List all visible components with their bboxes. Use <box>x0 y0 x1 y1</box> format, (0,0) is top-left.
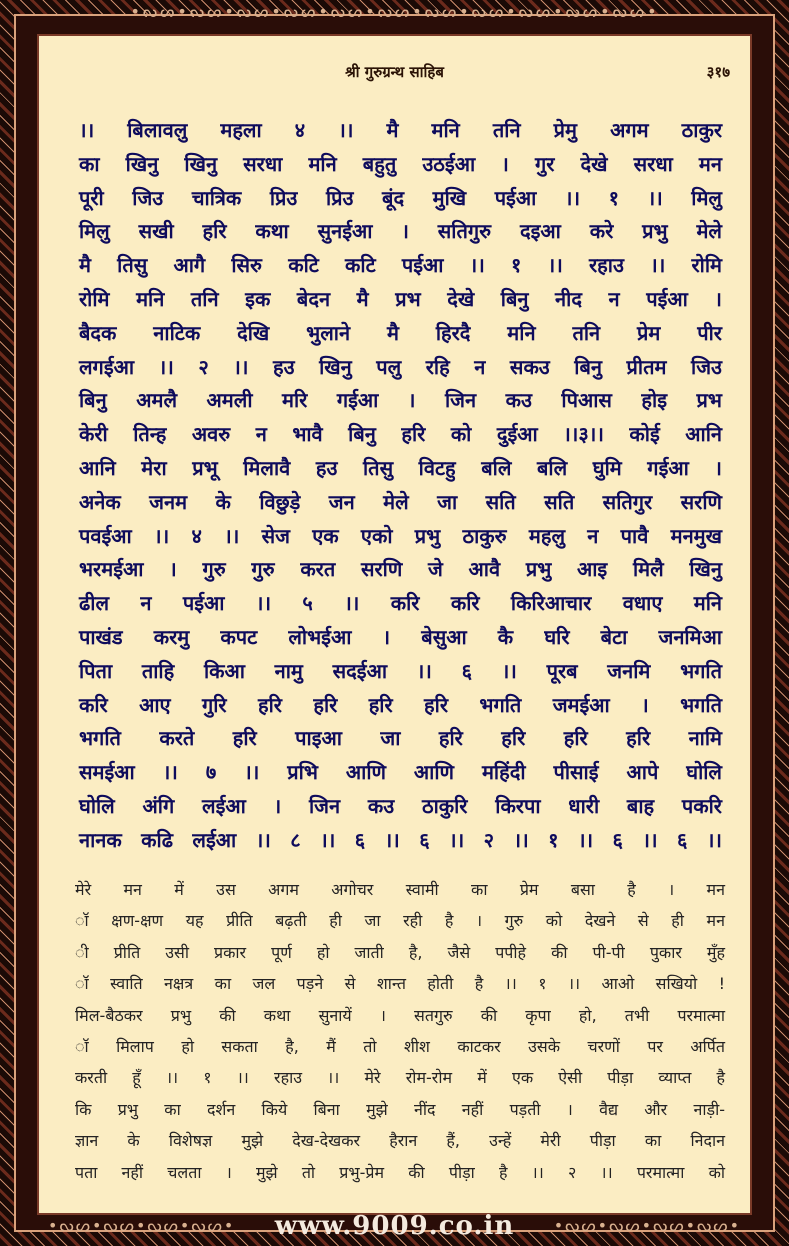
gurbani-line: लगईआ ।। २ ।। हउ खिनु पलु रहि न सकउ बिनु प्रीतम जिउ <box>79 354 722 379</box>
translation-line: मेरे मन में उस अगम अगोचर स्वामी का प्रेम बसा है । मन <box>75 880 725 899</box>
page-header <box>39 62 750 86</box>
scripture-page <box>37 34 752 1215</box>
gurbani-line: पूरी जिउ चात्रिक प्रिउ प्रिउ बूंद मुखि पईआ ।। १ ।। मिलु <box>79 185 722 210</box>
gurbani-line: करि आए गुरि हरि हरि हरि हरि भगति जमईआ । भगति <box>79 692 722 717</box>
page-title: श्री गुरुग्रन्थ साहिब <box>345 63 444 81</box>
gurbani-line: भगति करते हरि पाइआ जा हरि हरि हरि हरि नामि <box>79 726 722 751</box>
gurbani-line: घोलि अंगि लईआ । जिन कउ ठाकुरि किरपा धारी बाह पकरि <box>79 793 722 818</box>
gurbani-line: का खिनु खिनु सरधा मनि बहुतु उठईआ । गुर देखे सरधा मन <box>79 151 722 176</box>
footer-ornament-right: •ᔓᔕ•ᔓᔕ•ᔓᔕ•ᔓᔕ• <box>553 1216 741 1235</box>
page-number: ३१७ <box>706 63 730 81</box>
gurbani-line: पवईआ ।। ४ ।। सेज एक एको प्रभु ठाकुरु महलु न पावै मनमुख <box>79 523 722 548</box>
website-url: www.9009.co.in <box>274 1211 515 1241</box>
gurbani-line: भरमईआ । गुरु गुरु करत सरणि जे आवै प्रभु आइ मिलै खिनु <box>79 557 722 582</box>
hindi-translation-block <box>75 874 725 1188</box>
translation-line: ज्ञान के विशेषज्ञ मुझे देख-देखकर हैरान हैं, उन्हें मेरी पीड़ा का निदान <box>75 1131 725 1151</box>
footer-bar <box>0 1211 789 1246</box>
gurbani-line: अनेक जनम के विछुड़े जन मेले जा सति सति सतिगुर सरणि <box>79 489 722 514</box>
gurbani-line: आनि मेरा प्रभू मिलावै हउ तिसु विटहु बलि बलि घुमि गईआ । <box>79 455 722 480</box>
footer-ornament-left: •ᔓᔕ•ᔓᔕ•ᔓᔕ•ᔓᔕ• <box>48 1216 236 1235</box>
top-border-ornament: •ᔓᔕ•ᔓᔕ•ᔓᔕ•ᔓᔕ•ᔓᔕ•ᔓᔕ•ᔓᔕ•ᔓᔕ•ᔓᔕ•ᔓᔕ•ᔓᔕ• <box>130 2 660 21</box>
gurbani-line: नानक कढि लईआ ।। ८ ।। ६ ।। ६ ।। २ ।। १ ।। ६ ।। ६ ।। <box>79 827 722 852</box>
translation-line: करती हूँ ।। १ ।। रहाउ ।। मेरे रोम-रोम में एक ऐसी पीड़ा व्याप्त है <box>75 1068 725 1088</box>
translation-line: ी प्रीति उसी प्रकार पूर्ण हो जाती है, जैसे पपीहे की पी-पी पुकार मुँह <box>75 942 725 962</box>
gurbani-line: ।। बिलावलु महला ४ ।। मै मनि तनि प्रेमु अगम ठाकुर <box>79 118 722 142</box>
gurbani-line: मै तिसु आगै सिरु कटि कटि पईआ ।। १ ।। रहाउ ।। रोमि <box>79 253 722 278</box>
translation-line: ॉ मिलाप हो सकता है, मैं तो शीश काटकर उसके चरणों पर अर्पित <box>75 1037 725 1057</box>
gurbani-text-block <box>79 114 722 858</box>
translation-line: कि प्रभु का दर्शन किये बिना मुझे नींद नहीं पड़ती । वैद्य और नाड़ी- <box>75 1099 725 1119</box>
translation-line: मिल-बैठकर प्रभु की कथा सुनायें । सतगुरु की कृपा हो, तभी परमात्मा <box>75 1005 725 1025</box>
gurbani-line: बैदक नाटिक देखि भुलाने मै हिरदै मनि तनि प्रेम पीर <box>79 320 722 345</box>
gurbani-line: बिनु अमलै अमली मरि गईआ । जिन कउ पिआस होइ प्रभ <box>79 388 722 413</box>
gurbani-line: पाखंड करमु कपट लोभईआ । बेसुआ कै घरि बेटा जनमिआ <box>79 624 722 649</box>
translation-line: ॉ क्षण-क्षण यह प्रीति बढ़ती ही जा रही है । गुरु को देखने से ही मन <box>75 911 725 931</box>
translation-line: ॉ स्वाति नक्षत्र का जल पड़ने से शान्त होती है ।। १ ।। आओ सखियो ! <box>75 974 725 994</box>
gurbani-line: समईआ ।। ७ ।। प्रभि आणि आणि महिंदी पीसाई आपे घोलि <box>79 760 722 785</box>
gurbani-line: ढील न पईआ ।। ५ ।। करि करि किरिआचार वधाए मनि <box>79 591 722 616</box>
gurbani-line: रोमि मनि तनि इक बेदन मै प्रभ देखे बिनु नीद न पईआ । <box>79 286 722 311</box>
gurbani-line: केरी तिन्ह अवरु न भावै बिनु हरि को दुईआ ।।३।। कोई आनि <box>79 422 722 447</box>
gurbani-line: पिता ताहि किआ नामु सदईआ ।। ६ ।। पूरब जनमि भगति <box>79 658 722 683</box>
gurbani-line: मिलु सखी हरि कथा सुनईआ । सतिगुरु दइआ करे प्रभु मेले <box>79 219 722 244</box>
translation-line: पता नहीं चलता । मुझे तो प्रभु-प्रेम की पीड़ा है ।। २ ।। परमात्मा को <box>75 1162 725 1182</box>
